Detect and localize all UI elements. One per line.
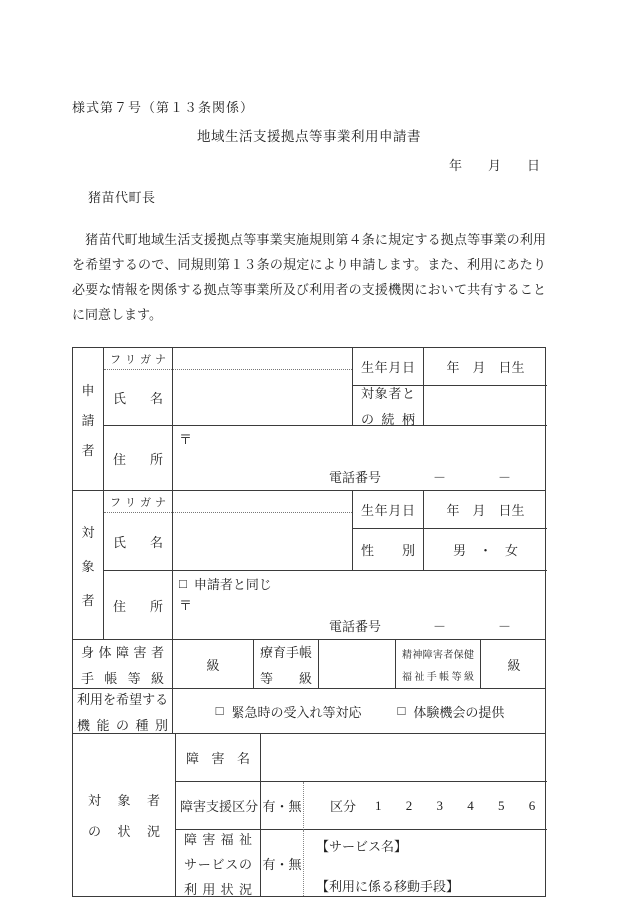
applicant-relation-label: 対 象 者 と の 続 柄 — [353, 386, 424, 426]
service-usage-label: 障 害 福 祉 サ ー ビ ス の 利 用 状 況 — [176, 830, 261, 896]
subject-birthdate-label: 生 年 月 日 — [353, 491, 424, 529]
applicant-address-value-cell — [173, 426, 547, 490]
applicant-address-label: 住 所 — [104, 426, 173, 490]
form-number: 様式第７号（第１３条関係） — [72, 100, 255, 115]
applicant-name-label: 氏 名 — [113, 391, 163, 406]
applicant-section — [73, 348, 545, 490]
subject-name-label-cell — [104, 491, 173, 571]
subject-phone-line: 電話番号 － － — [328, 619, 511, 634]
subject-furigana-label: フ リ ガ ナ — [104, 491, 172, 513]
category-prefix: 区分 — [330, 799, 357, 814]
applicant-relation-value-cell — [424, 386, 547, 426]
postal-mark: 〒 — [179, 598, 193, 613]
subject-status-label: 対 象 者 の 状 況 — [73, 734, 176, 896]
intro-paragraph: 猪苗代町地域生活支援拠点等事業実施規則第４条に規定する拠点等事業の利用を希望するので、同規則第１３条の規定により申請します。また、利用にあたり必要な情報を関係する拠点等事業所及び利用者の支援機関において共有することに同意します。 — [72, 232, 546, 322]
subject-name-value-cell — [173, 491, 353, 571]
addressee: 猪苗代町長 — [88, 190, 156, 205]
applicant-name-label-cell — [104, 348, 173, 426]
subject-status-section — [73, 733, 545, 896]
form-title: 地域生活支援拠点等事業利用申請書 — [197, 129, 421, 144]
subject-sex-value: 男 ・ 女 — [424, 529, 547, 571]
applicant-phone-line: 電話番号 － － — [328, 470, 511, 485]
disability-name-label: 障 害 名 — [176, 734, 261, 782]
subject-section-label: 対 象 者 — [73, 491, 104, 639]
support-category-value — [304, 782, 547, 830]
service-usage-value-cell — [304, 830, 547, 896]
trial-option-label: 体験機会の提供 — [413, 704, 505, 720]
date-line: 年 月 日 — [448, 158, 540, 173]
applicant-birthdate-value: 年 月 日生 — [424, 348, 547, 386]
trial-option — [398, 702, 505, 721]
same-as-applicant-label: 申請者と同じ — [193, 577, 272, 592]
subject-birthdate-value: 年 月 日生 — [424, 491, 547, 529]
desired-function-row — [73, 688, 545, 733]
subject-address-value-cell — [173, 571, 547, 639]
subject-address-label: 住 所 — [104, 571, 173, 639]
same-as-applicant-option — [179, 574, 547, 593]
applicant-furigana-value-area — [173, 348, 352, 370]
physical-handbook-label: 身 体 障 害 者 手 帳 等 級 — [73, 640, 173, 688]
physical-handbook-grade-cell: 級 — [173, 640, 254, 688]
category-numbers: 1 2 3 4 5 6 — [375, 797, 536, 813]
subject-furigana-value-area — [173, 491, 352, 513]
support-category-presence: 有・無 — [261, 782, 304, 830]
applicant-section-label: 申 請 者 — [73, 348, 104, 490]
handbook-grade-row — [73, 639, 545, 688]
applicant-furigana-label: フ リ ガ ナ — [104, 348, 172, 370]
transport-heading: 【利用に係る移動手段】 — [316, 879, 460, 894]
service-usage-presence: 有・無 — [261, 830, 304, 896]
emergency-option — [216, 702, 362, 721]
subject-name-label: 氏 名 — [113, 535, 163, 550]
disability-name-value-cell — [261, 734, 547, 782]
support-category-label: 障 害 支 援 区 分 — [176, 782, 261, 830]
subject-sex-label: 性 別 — [353, 529, 424, 571]
emergency-option-label: 緊急時の受入れ等対応 — [231, 704, 362, 720]
applicant-birthdate-label: 生 年 月 日 — [353, 348, 424, 386]
checkbox-icon: □ — [215, 703, 224, 718]
rehab-handbook-grade-cell — [319, 640, 396, 688]
applicant-name-value-cell — [173, 348, 353, 426]
service-name-heading: 【サービス名】 — [316, 839, 408, 854]
checkbox-icon: □ — [179, 575, 187, 591]
checkbox-icon: □ — [397, 703, 406, 718]
desired-function-label: 利 用 を 希 望 す る 機 能 の 種 別 — [73, 689, 173, 733]
mental-handbook-label: 精 神 障 害 者 保 健 福 祉 手 帳 等 級 — [396, 640, 481, 688]
mental-handbook-grade-cell: 級 — [507, 657, 521, 673]
application-table — [72, 347, 546, 897]
desired-function-options — [173, 689, 547, 733]
subject-section — [73, 490, 545, 639]
postal-mark: 〒 — [179, 432, 193, 447]
rehab-handbook-label: 療 育 手 帳 等 級 — [254, 640, 319, 688]
